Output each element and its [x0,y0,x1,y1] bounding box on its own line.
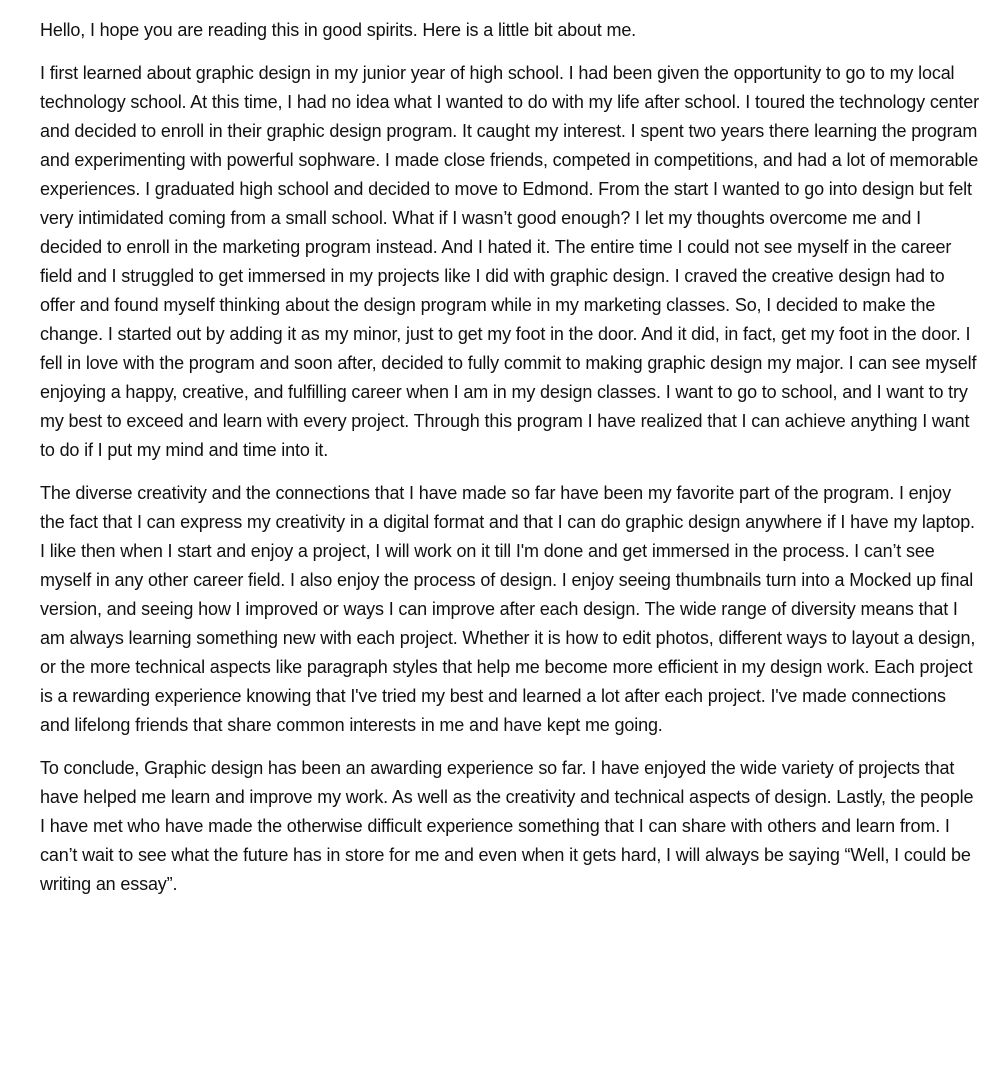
paragraph-background: I first learned about graphic design in my junior year of high school. I had been given the opportunity to go to my local technology school. At this time, I had no idea what I wanted to do with my life after school. I toured the technology center and decided to enroll in their graphic design program. It caught my interest. I spent two years there learning the program and experimenting with powerful sophware. I made close friends, competed in competitions, and had a lot of memorable experiences. I graduated high school and decided to move to Edmond. From the start I wanted to go into design but felt very intimidated coming from a small school. What if I wasn’t good enough? I let my thoughts overcome me and I decided to enroll in the marketing program instead. And I hated it. The entire time I could not see myself in the career field and I struggled to get immersed in my projects like I did with graphic design. I craved the creative design had to offer and found myself thinking about the design program while in my marketing classes. So, I decided to make the change. I started out by adding it as my minor, just to get my foot in the door. And it did, in fact, get my foot in the door. I fell in love with the program and soon after, decided to fully commit to making graphic design my major. I can see myself enjoying a happy, creative, and fulfilling career when I am in my design classes. I want to go to school, and I want to try my best to exceed and learn with every project. Through this program I have realized that I can achieve anything I want to do if I put my mind and time into it. [40,63,979,460]
paragraph-favorite-part: The diverse creativity and the connections that I have made so far have been my favorite part of the program. I enjoy the fact that I can express my creativity in a digital format and that I can do graphic design anywhere if I have my laptop. I like then when I start and enjoy a project, I will work on it till I'm done and get immersed in the process. I can’t see myself in any other career field. I also enjoy the process of design. I enjoy seeing thumbnails turn into a Mocked up final version, and seeing how I improved or ways I can improve after each design. The wide range of diversity means that I am always learning something new with each project. Whether it is how to edit photos, different ways to layout a design, or the more technical aspects like paragraph styles that help me become more efficient in my design work. Each project is a rewarding experience knowing that I've tried my best and learned a lot after each project. I've made connections and lifelong friends that share common interests in me and have kept me going. [40,483,976,735]
paragraph-greeting: Hello, I hope you are reading this in good spirits. Here is a little bit about me. [40,20,637,40]
paragraph-conclusion: To conclude, Graphic design has been an awarding experience so far. I have enjoyed the wide variety of projects that have helped me learn and improve my work. As well as the creativity and technical aspects of design. Lastly, the people I have met who have made the otherwise difficult experience something that I can share with others and learn from. I can’t wait to see what the future has in store for me and even when it gets hard, I will always be saying “Well, I could be writing an essay”. [40,758,974,894]
